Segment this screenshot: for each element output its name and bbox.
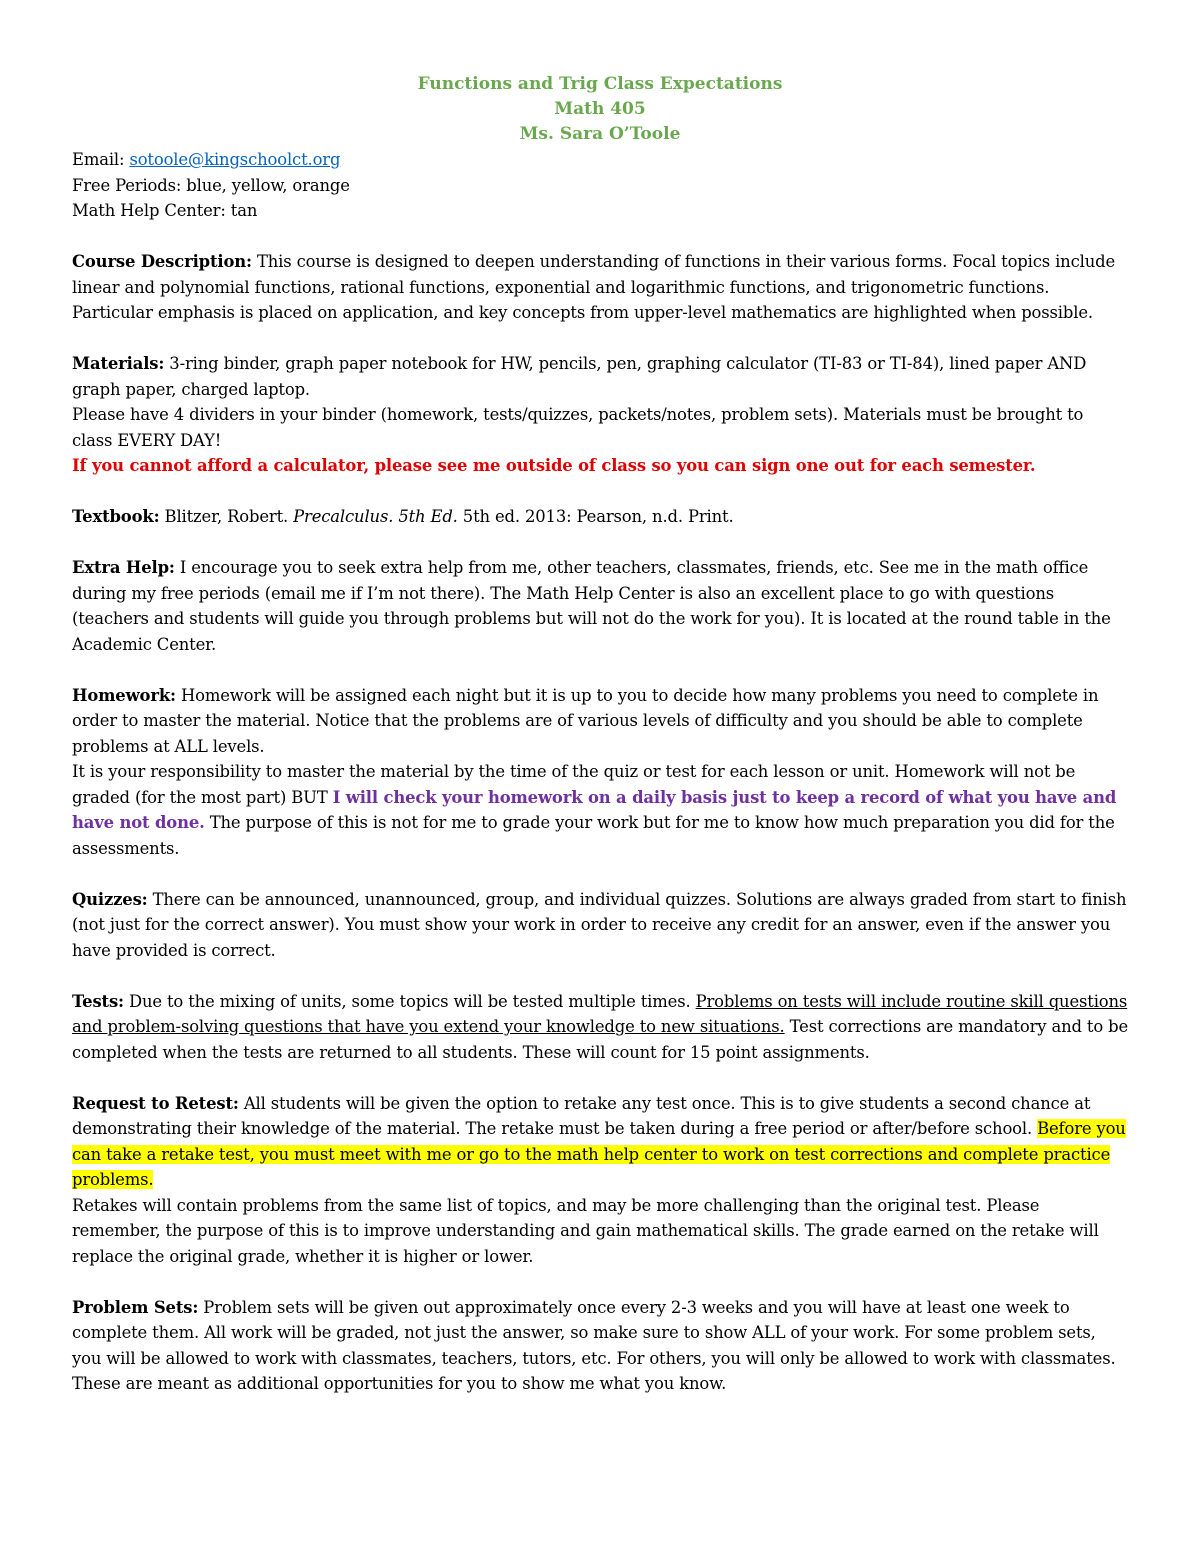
extra-help-text: I encourage you to seek extra help from me, other teachers, classmates, friends, etc. See me in the math office during my free periods (email me if I’m not there). The Math Help Center is also an excellent place to go with questions (teachers and students will guide you through problems but will not do the work for you). It is located at the round table in the Academic Center. xyxy=(72,558,1111,654)
materials-dividers: Please have 4 dividers in your binder (homework, tests/quizzes, packets/notes, problem sets). Materials must be brought to class EVERY DAY! xyxy=(72,405,1084,450)
retest-section xyxy=(72,1091,1128,1270)
document-title: Functions and Trig Class Expectations xyxy=(417,74,783,94)
tests-label: Tests: xyxy=(72,991,124,1011)
tests-text: Due to the mixing of units, some topics will be tested multiple times. xyxy=(123,991,696,1011)
materials-section xyxy=(72,351,1128,479)
retest-highlight: Before you can take a retake test, you must meet with me or go to the math help center to work on test corrections and complete practice problems. xyxy=(72,1119,1126,1189)
materials-text: 3-ring binder, graph paper notebook for HW, pencils, pen, graphing calculator (TI-83 or TI-84), lined paper AND graph paper, charged laptop. xyxy=(72,354,1087,399)
homework-text-2: It is your responsibility to master the material by the time of the quiz or test for each lesson or unit. Homework will not be graded (for the most part) BUT xyxy=(72,762,1076,807)
problem-sets-section xyxy=(72,1295,1128,1397)
textbook-title: Precalculus. 5th Ed. xyxy=(293,507,458,526)
email-label: Email: xyxy=(72,150,125,169)
problem-sets-text: Problem sets will be given out approximately once every 2-3 weeks and you will have at least one week to complete them. All work will be graded, not just the answer, so make sure to show ALL of your work. For some problem sets, you will be allowed to work with classmates, teachers, tutors, etc. For others, you will only be allowed to work with classmates. These are meant as additional opportunities for you to show me what you know. xyxy=(72,1297,1116,1393)
textbook-label: Textbook: xyxy=(72,507,160,526)
textbook-section xyxy=(72,504,1128,530)
email-link[interactable]: sotoole@kingschoolct.org xyxy=(129,150,341,169)
homework-text: Homework will be assigned each night but it is up to you to decide how many problems you need to complete in order to master the material. Notice that the problems are of various levels of difficulty and you should be able to complete problems at ALL levels. xyxy=(72,685,1099,756)
homework-emphasis: I will check your homework on a daily basis just to keep a record of what you have and have not done. xyxy=(72,787,1117,832)
tests-corrections: Test corrections are mandatory and to be completed when the tests are returned to all students. These will count for 15 point assignments. xyxy=(72,1017,1129,1062)
materials-label: Materials: xyxy=(72,354,165,373)
course-description-label: Course Description: xyxy=(72,252,252,271)
textbook-author: Blitzer, Robert. xyxy=(159,507,294,526)
course-description-section xyxy=(72,249,1128,326)
quizzes-label: Quizzes: xyxy=(72,889,148,909)
teacher-name: Ms. Sara O’Toole xyxy=(519,124,681,144)
course-number: Math 405 xyxy=(554,99,646,119)
retest-label: Request to Retest: xyxy=(72,1093,239,1113)
textbook-edition: 5th ed. 2013: Pearson, n.d. Print. xyxy=(457,507,734,526)
retest-text: All students will be given the option to retake any test once. This is to give students a second chance at demonstrating their knowledge of the material. The retake must be taken during a free period or after/before school. xyxy=(72,1093,1091,1138)
document-body xyxy=(72,147,1128,1397)
calculator-note: If you cannot afford a calculator, please see me outside of class so you can sign one out for each semester. xyxy=(72,456,1036,475)
course-description-text: This course is designed to deepen understanding of functions in their various forms. Focal topics include linear and polynomial functions, rational functions, exponential and logarithmic functions, and trigonometric functions. Particular emphasis is placed on application, and key concepts from upper-level mathematics are highlighted when possible. xyxy=(72,252,1116,322)
free-periods: Free Periods: blue, yellow, orange xyxy=(72,175,350,195)
quizzes-section xyxy=(72,887,1128,964)
homework-text-3: The purpose of this is not for me to grade your work but for me to know how much preparation you did for the assessments. xyxy=(72,813,1115,858)
title-block xyxy=(72,72,1128,147)
retest-text-2: Retakes will contain problems from the same list of topics, and may be more challenging than the original test. Please remember, the purpose of this is to improve understanding and gain mathematical skills. The grade earned on the retake will replace the original grade, whether it is higher or lower. xyxy=(72,1195,1099,1266)
extra-help-section xyxy=(72,555,1128,657)
help-center: Math Help Center: tan xyxy=(72,201,258,220)
problem-sets-label: Problem Sets: xyxy=(72,1297,199,1317)
tests-underlined: Problems on tests will include routine skill questions and problem-solving questions that have you extend your knowledge to new situations. xyxy=(72,991,1128,1036)
quizzes-text: There can be announced, unannounced, group, and individual quizzes. Solutions are always graded from start to finish (not just for the correct answer). You must show your work in order to receive any credit for an answer, even if the answer you have provided is correct. xyxy=(72,889,1127,960)
contact-info xyxy=(72,147,1128,224)
tests-section xyxy=(72,989,1128,1066)
homework-section xyxy=(72,683,1128,862)
extra-help-label: Extra Help: xyxy=(72,558,175,577)
homework-label: Homework: xyxy=(72,685,176,705)
